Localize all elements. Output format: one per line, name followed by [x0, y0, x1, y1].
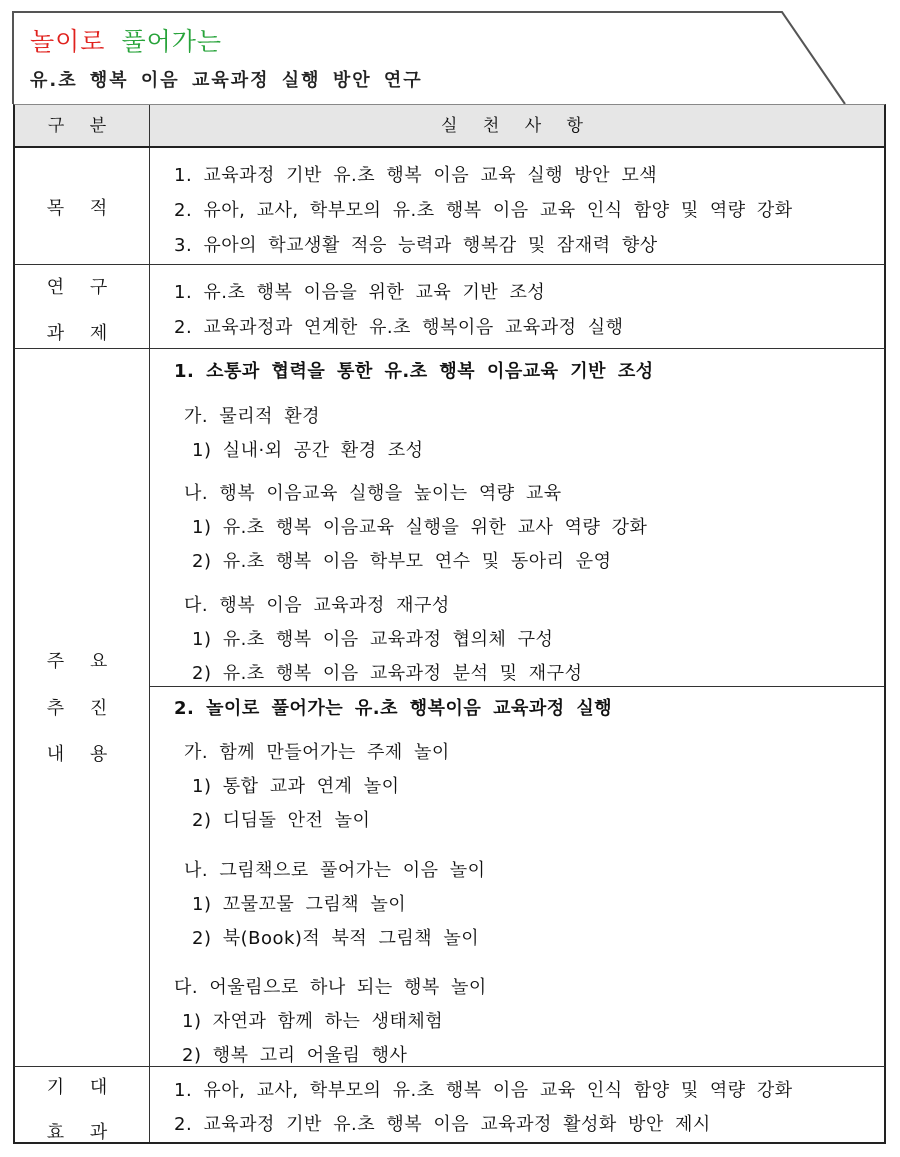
section2-item-c: 다. 어울림으로 하나 되는 행복 놀이	[174, 977, 487, 998]
task-label-line2: 과 제	[46, 323, 118, 344]
purpose-item: 1. 교육과정 기반 유.초 행복 이음 교육 실행 방안 모색	[174, 165, 658, 186]
section1-item-b1: 1) 유.초 행복 이음교육 실행을 위한 교사 역량 강화	[192, 517, 648, 538]
page-title	[30, 22, 222, 58]
section1-item-a: 가. 물리적 환경	[184, 406, 320, 427]
purpose-label: 목 적	[46, 198, 118, 219]
section2-item-a: 가. 함께 만들어가는 주제 놀이	[184, 742, 450, 763]
header-practice: 실 천 사 항	[441, 116, 593, 136]
section2-item-b: 나. 그림책으로 풀어가는 이음 놀이	[184, 860, 486, 881]
effect-label-line2: 효 과	[46, 1122, 118, 1143]
section1-item-c2: 2) 유.초 행복 이음 교육과정 분석 및 재구성	[192, 663, 583, 684]
header-category: 구 분	[15, 105, 150, 146]
section2-item-a1: 1) 통합 교과 연계 놀이	[192, 776, 400, 797]
main-contents-row	[13, 349, 886, 1067]
section2-item-a2: 2) 디딤돌 안전 놀이	[192, 810, 371, 831]
section2-item-b1: 1) 꼬물꼬물 그림책 놀이	[192, 894, 407, 915]
purpose-item: 2. 유아, 교사, 학부모의 유.초 행복 이음 교육 인식 함양 및 역량 강화	[174, 200, 793, 221]
section1-item-c: 다. 행복 이음 교육과정 재구성	[184, 595, 450, 616]
section2-heading: 2. 놀이로 풀어가는 유.초 행복이음 교육과정 실행	[174, 698, 613, 719]
research-task-row	[13, 265, 886, 349]
section2-item-c1: 1) 자연과 함께 하는 생태체험	[182, 1011, 444, 1032]
task-item: 1. 유.초 행복 이음을 위한 교육 기반 조성	[174, 282, 546, 303]
section1-item-c1: 1) 유.초 행복 이음 교육과정 협의체 구성	[192, 629, 554, 650]
table-header-row	[13, 104, 886, 148]
task-item: 2. 교육과정과 연계한 유.초 행복이음 교육과정 실행	[174, 317, 624, 338]
section1-item-a1: 1) 실내·외 공간 환경 조성	[192, 440, 424, 461]
page-subtitle: 유.초 행복 이음 교육과정 실행 방안 연구	[30, 70, 423, 91]
task-label-line1: 연 구	[46, 277, 118, 298]
expected-effect-row	[13, 1067, 886, 1144]
effect-item: 2. 교육과정 기반 유.초 행복 이음 교육과정 활성화 방안 제시	[174, 1114, 711, 1135]
section1-item-b: 나. 행복 이음교육 실행을 높이는 역량 교육	[184, 483, 562, 504]
title-word-1: 놀이로	[30, 27, 106, 56]
section1-heading: 1. 소통과 협력을 통한 유.초 행복 이음교육 기반 조성	[174, 361, 654, 382]
purpose-row	[13, 148, 886, 265]
title-word-2: 풀어가는	[121, 27, 223, 56]
section2-item-b2: 2) 북(Book)적 북적 그림책 놀이	[192, 928, 480, 949]
section1-item-b2: 2) 유.초 행복 이음 학부모 연수 및 동아리 운영	[192, 551, 612, 572]
effect-label-line1: 기 대	[46, 1077, 118, 1098]
main-label-line3: 내 용	[46, 744, 118, 765]
section2-item-c2: 2) 행복 고리 어울림 행사	[182, 1045, 408, 1066]
purpose-item: 3. 유아의 학교생활 적응 능력과 행복감 및 잠재력 향상	[174, 235, 658, 256]
main-label-line1: 주 요	[46, 651, 118, 672]
main-label-line2: 추 진	[46, 698, 118, 719]
effect-item: 1. 유아, 교사, 학부모의 유.초 행복 이음 교육 인식 함양 및 역량 강화	[174, 1080, 793, 1101]
